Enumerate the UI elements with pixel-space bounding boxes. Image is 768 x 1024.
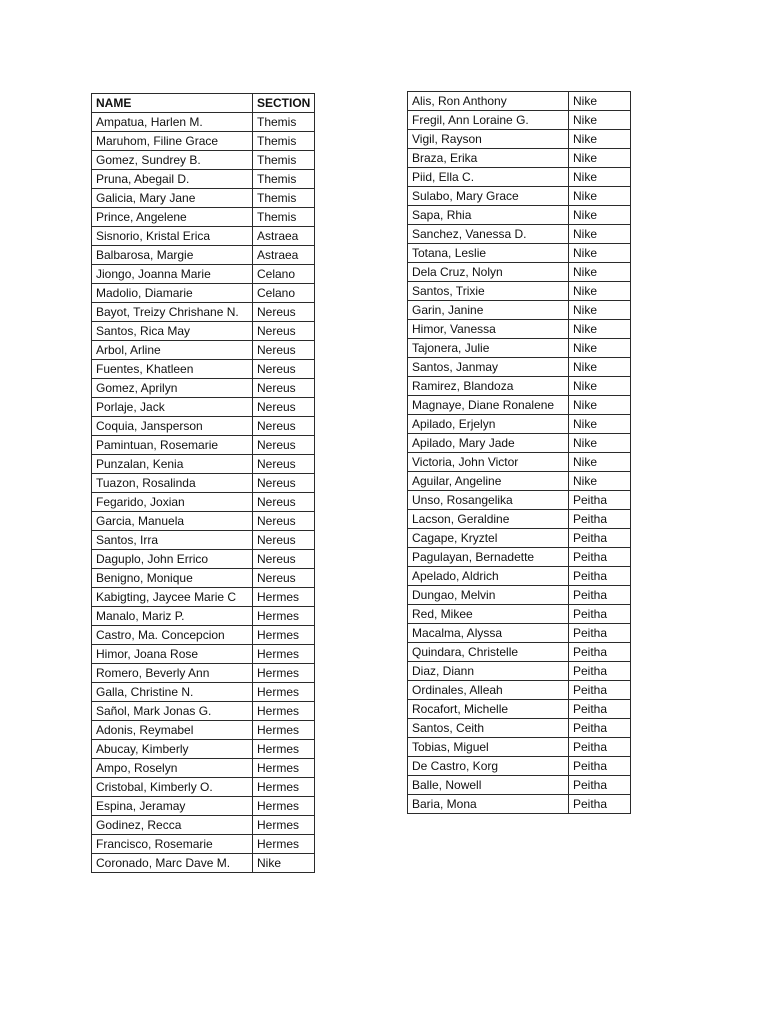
table-row <box>92 360 315 379</box>
section-cell: Nereus <box>253 303 315 322</box>
section-cell: Nereus <box>253 531 315 550</box>
table-row <box>408 738 631 757</box>
student-name-cell: Sapa, Rhia <box>408 206 569 225</box>
table-row <box>92 512 315 531</box>
section-cell: Celano <box>253 284 315 303</box>
table-row <box>408 206 631 225</box>
table-row <box>92 303 315 322</box>
table-row <box>92 607 315 626</box>
section-cell: Peitha <box>569 567 631 586</box>
section-cell: Nereus <box>253 341 315 360</box>
section-cell: Nereus <box>253 569 315 588</box>
section-cell: Nike <box>569 339 631 358</box>
student-name-cell: Daguplo, John Errico <box>92 550 253 569</box>
section-cell: Nereus <box>253 379 315 398</box>
section-cell: Nike <box>569 434 631 453</box>
section-cell: Celano <box>253 265 315 284</box>
student-name-cell: Alis, Ron Anthony <box>408 92 569 111</box>
table-row <box>92 113 315 132</box>
column-header-section: SECTION <box>253 94 315 113</box>
table-row <box>92 417 315 436</box>
student-name-cell: Apelado, Aldrich <box>408 567 569 586</box>
table-row <box>408 643 631 662</box>
student-name-cell: Prince, Angelene <box>92 208 253 227</box>
student-name-cell: Coronado, Marc Dave M. <box>92 854 253 873</box>
table-row <box>408 567 631 586</box>
table-row <box>408 700 631 719</box>
section-cell: Nike <box>569 320 631 339</box>
table-row <box>408 453 631 472</box>
table-row <box>92 493 315 512</box>
student-name-cell: Sanchez, Vanessa D. <box>408 225 569 244</box>
table-row <box>92 816 315 835</box>
student-name-cell: Francisco, Rosemarie <box>92 835 253 854</box>
table-row <box>408 529 631 548</box>
table-row <box>92 284 315 303</box>
student-name-cell: Vigil, Rayson <box>408 130 569 149</box>
section-cell: Peitha <box>569 605 631 624</box>
student-name-cell: Braza, Erika <box>408 149 569 168</box>
student-name-cell: Totana, Leslie <box>408 244 569 263</box>
student-name-cell: Santos, Trixie <box>408 282 569 301</box>
column-header-name: NAME <box>92 94 253 113</box>
section-cell: Astraea <box>253 246 315 265</box>
section-cell: Nike <box>569 358 631 377</box>
student-name-cell: Balle, Nowell <box>408 776 569 795</box>
table-row <box>92 151 315 170</box>
student-name-cell: Dela Cruz, Nolyn <box>408 263 569 282</box>
section-cell: Nike <box>569 187 631 206</box>
student-name-cell: Himor, Vanessa <box>408 320 569 339</box>
section-cell: Nereus <box>253 474 315 493</box>
student-name-cell: Sisnorio, Kristal Erica <box>92 227 253 246</box>
section-cell: Nike <box>569 396 631 415</box>
table-row <box>408 339 631 358</box>
section-cell: Nike <box>569 301 631 320</box>
section-cell: Nereus <box>253 322 315 341</box>
section-cell: Peitha <box>569 776 631 795</box>
table-row <box>408 320 631 339</box>
student-name-cell: Diaz, Diann <box>408 662 569 681</box>
student-name-cell: Rocafort, Michelle <box>408 700 569 719</box>
student-name-cell: Baria, Mona <box>408 795 569 814</box>
table-row <box>408 149 631 168</box>
section-cell: Nike <box>569 168 631 187</box>
section-cell: Hermes <box>253 683 315 702</box>
section-cell: Nike <box>569 206 631 225</box>
table-row <box>408 396 631 415</box>
student-name-cell: Santos, Ceith <box>408 719 569 738</box>
section-cell: Nike <box>569 377 631 396</box>
section-cell: Hermes <box>253 607 315 626</box>
table-row <box>92 398 315 417</box>
section-cell: Peitha <box>569 738 631 757</box>
section-cell: Nike <box>569 244 631 263</box>
student-name-cell: Fuentes, Khatleen <box>92 360 253 379</box>
section-cell: Hermes <box>253 797 315 816</box>
student-name-cell: Ampatua, Harlen M. <box>92 113 253 132</box>
student-name-cell: Ordinales, Alleah <box>408 681 569 700</box>
section-cell: Nereus <box>253 436 315 455</box>
student-name-cell: Galla, Christine N. <box>92 683 253 702</box>
table-row <box>92 265 315 284</box>
table-row <box>92 170 315 189</box>
section-cell: Themis <box>253 132 315 151</box>
section-cell: Nereus <box>253 455 315 474</box>
section-cell: Nereus <box>253 398 315 417</box>
student-name-cell: Maruhom, Filine Grace <box>92 132 253 151</box>
student-name-cell: Galicia, Mary Jane <box>92 189 253 208</box>
student-name-cell: Kabigting, Jaycee Marie C <box>92 588 253 607</box>
student-name-cell: Sulabo, Mary Grace <box>408 187 569 206</box>
student-name-cell: Coquia, Jansperson <box>92 417 253 436</box>
section-cell: Peitha <box>569 681 631 700</box>
table-row <box>92 208 315 227</box>
section-cell: Nike <box>569 225 631 244</box>
section-cell: Nike <box>569 472 631 491</box>
student-name-cell: Porlaje, Jack <box>92 398 253 417</box>
table-row <box>92 455 315 474</box>
student-name-cell: Quindara, Christelle <box>408 643 569 662</box>
table-row <box>92 569 315 588</box>
table-body-left <box>92 113 315 873</box>
table-row <box>92 436 315 455</box>
section-cell: Hermes <box>253 626 315 645</box>
student-name-cell: Balbarosa, Margie <box>92 246 253 265</box>
table-row <box>408 434 631 453</box>
section-cell: Nike <box>569 263 631 282</box>
table-row <box>408 358 631 377</box>
student-name-cell: Pamintuan, Rosemarie <box>92 436 253 455</box>
table-row <box>408 130 631 149</box>
table-row <box>408 225 631 244</box>
section-cell: Themis <box>253 113 315 132</box>
section-cell: Hermes <box>253 645 315 664</box>
section-cell: Peitha <box>569 662 631 681</box>
table-row <box>92 246 315 265</box>
student-name-cell: Benigno, Monique <box>92 569 253 588</box>
section-cell: Peitha <box>569 491 631 510</box>
roster-table-left <box>91 93 315 873</box>
section-cell: Hermes <box>253 664 315 683</box>
section-cell: Hermes <box>253 702 315 721</box>
student-name-cell: Tobias, Miguel <box>408 738 569 757</box>
table-row <box>92 531 315 550</box>
student-name-cell: Pruna, Abegail D. <box>92 170 253 189</box>
section-cell: Hermes <box>253 740 315 759</box>
section-cell: Astraea <box>253 227 315 246</box>
section-cell: Peitha <box>569 586 631 605</box>
table-row <box>408 244 631 263</box>
table-row <box>92 550 315 569</box>
student-name-cell: Arbol, Arline <box>92 341 253 360</box>
table-row <box>408 282 631 301</box>
section-cell: Hermes <box>253 835 315 854</box>
table-row <box>408 662 631 681</box>
table-row <box>408 491 631 510</box>
student-name-cell: Godinez, Recca <box>92 816 253 835</box>
section-cell: Themis <box>253 189 315 208</box>
table-row <box>92 854 315 873</box>
student-name-cell: Cagape, Kryztel <box>408 529 569 548</box>
student-name-cell: Macalma, Alyssa <box>408 624 569 643</box>
section-cell: Nike <box>569 453 631 472</box>
student-name-cell: Magnaye, Diane Ronalene <box>408 396 569 415</box>
student-name-cell: Ampo, Roselyn <box>92 759 253 778</box>
table-row <box>92 132 315 151</box>
section-cell: Peitha <box>569 529 631 548</box>
table-header-row <box>92 94 315 113</box>
section-cell: Peitha <box>569 643 631 662</box>
section-cell: Nike <box>569 282 631 301</box>
student-name-cell: Abucay, Kimberly <box>92 740 253 759</box>
student-name-cell: Pagulayan, Bernadette <box>408 548 569 567</box>
table-row <box>92 189 315 208</box>
table-row <box>92 683 315 702</box>
table-row <box>92 797 315 816</box>
table-row <box>408 776 631 795</box>
student-name-cell: Garcia, Manuela <box>92 512 253 531</box>
section-cell: Peitha <box>569 719 631 738</box>
table-row <box>408 605 631 624</box>
table-row <box>408 415 631 434</box>
section-cell: Hermes <box>253 816 315 835</box>
table-row <box>408 301 631 320</box>
table-row <box>92 740 315 759</box>
table-row <box>92 227 315 246</box>
table-row <box>408 472 631 491</box>
student-name-cell: Santos, Irra <box>92 531 253 550</box>
student-name-cell: Fegarido, Joxian <box>92 493 253 512</box>
table-row <box>408 719 631 738</box>
student-name-cell: Manalo, Mariz P. <box>92 607 253 626</box>
table-row <box>92 588 315 607</box>
table-row <box>92 721 315 740</box>
table-row <box>408 111 631 130</box>
table-row <box>408 681 631 700</box>
student-name-cell: Castro, Ma. Concepcion <box>92 626 253 645</box>
table-body-right <box>408 92 631 814</box>
student-name-cell: Red, Mikee <box>408 605 569 624</box>
student-name-cell: Piid, Ella C. <box>408 168 569 187</box>
table-row <box>408 795 631 814</box>
student-name-cell: Santos, Rica May <box>92 322 253 341</box>
table-row <box>408 168 631 187</box>
section-cell: Nereus <box>253 493 315 512</box>
section-cell: Nike <box>253 854 315 873</box>
section-cell: Nike <box>569 92 631 111</box>
student-name-cell: De Castro, Korg <box>408 757 569 776</box>
table-row <box>408 510 631 529</box>
student-name-cell: Tajonera, Julie <box>408 339 569 358</box>
student-name-cell: Victoria, John Victor <box>408 453 569 472</box>
table-row <box>92 474 315 493</box>
section-cell: Nike <box>569 130 631 149</box>
table-row <box>408 187 631 206</box>
section-cell: Nike <box>569 415 631 434</box>
table-row <box>92 645 315 664</box>
table-row <box>408 548 631 567</box>
section-cell: Nereus <box>253 550 315 569</box>
section-cell: Peitha <box>569 548 631 567</box>
section-cell: Peitha <box>569 757 631 776</box>
table-row <box>408 624 631 643</box>
section-cell: Hermes <box>253 778 315 797</box>
student-name-cell: Dungao, Melvin <box>408 586 569 605</box>
student-name-cell: Punzalan, Kenia <box>92 455 253 474</box>
student-name-cell: Cristobal, Kimberly O. <box>92 778 253 797</box>
section-cell: Nereus <box>253 512 315 531</box>
student-name-cell: Himor, Joana Rose <box>92 645 253 664</box>
section-cell: Hermes <box>253 759 315 778</box>
table-row <box>92 702 315 721</box>
student-name-cell: Romero, Beverly Ann <box>92 664 253 683</box>
student-name-cell: Gomez, Aprilyn <box>92 379 253 398</box>
student-name-cell: Lacson, Geraldine <box>408 510 569 529</box>
section-cell: Nike <box>569 111 631 130</box>
student-name-cell: Unso, Rosangelika <box>408 491 569 510</box>
student-name-cell: Gomez, Sundrey B. <box>92 151 253 170</box>
table-row <box>92 778 315 797</box>
table-row <box>408 757 631 776</box>
table-row <box>92 626 315 645</box>
table-row <box>92 322 315 341</box>
student-name-cell: Espina, Jeramay <box>92 797 253 816</box>
table-row <box>92 664 315 683</box>
table-row <box>92 759 315 778</box>
table-row <box>408 586 631 605</box>
section-cell: Themis <box>253 170 315 189</box>
student-name-cell: Aguilar, Angeline <box>408 472 569 491</box>
student-name-cell: Garin, Janine <box>408 301 569 320</box>
student-name-cell: Santos, Janmay <box>408 358 569 377</box>
table-row <box>92 341 315 360</box>
student-name-cell: Tuazon, Rosalinda <box>92 474 253 493</box>
student-name-cell: Apilado, Mary Jade <box>408 434 569 453</box>
section-cell: Nereus <box>253 360 315 379</box>
roster-table-right <box>407 91 631 814</box>
section-cell: Peitha <box>569 510 631 529</box>
section-cell: Hermes <box>253 588 315 607</box>
student-name-cell: Jiongo, Joanna Marie <box>92 265 253 284</box>
student-name-cell: Fregil, Ann Loraine G. <box>408 111 569 130</box>
section-cell: Themis <box>253 151 315 170</box>
student-name-cell: Adonis, Reymabel <box>92 721 253 740</box>
student-name-cell: Sañol, Mark Jonas G. <box>92 702 253 721</box>
section-cell: Peitha <box>569 795 631 814</box>
table-row <box>408 377 631 396</box>
section-cell: Themis <box>253 208 315 227</box>
section-cell: Hermes <box>253 721 315 740</box>
section-cell: Nereus <box>253 417 315 436</box>
section-cell: Nike <box>569 149 631 168</box>
section-cell: Peitha <box>569 700 631 719</box>
table-row <box>408 92 631 111</box>
student-name-cell: Apilado, Erjelyn <box>408 415 569 434</box>
student-name-cell: Ramirez, Blandoza <box>408 377 569 396</box>
student-name-cell: Madolio, Diamarie <box>92 284 253 303</box>
table-row <box>92 835 315 854</box>
section-cell: Peitha <box>569 624 631 643</box>
table-row <box>408 263 631 282</box>
student-name-cell: Bayot, Treizy Chrishane N. <box>92 303 253 322</box>
table-row <box>92 379 315 398</box>
